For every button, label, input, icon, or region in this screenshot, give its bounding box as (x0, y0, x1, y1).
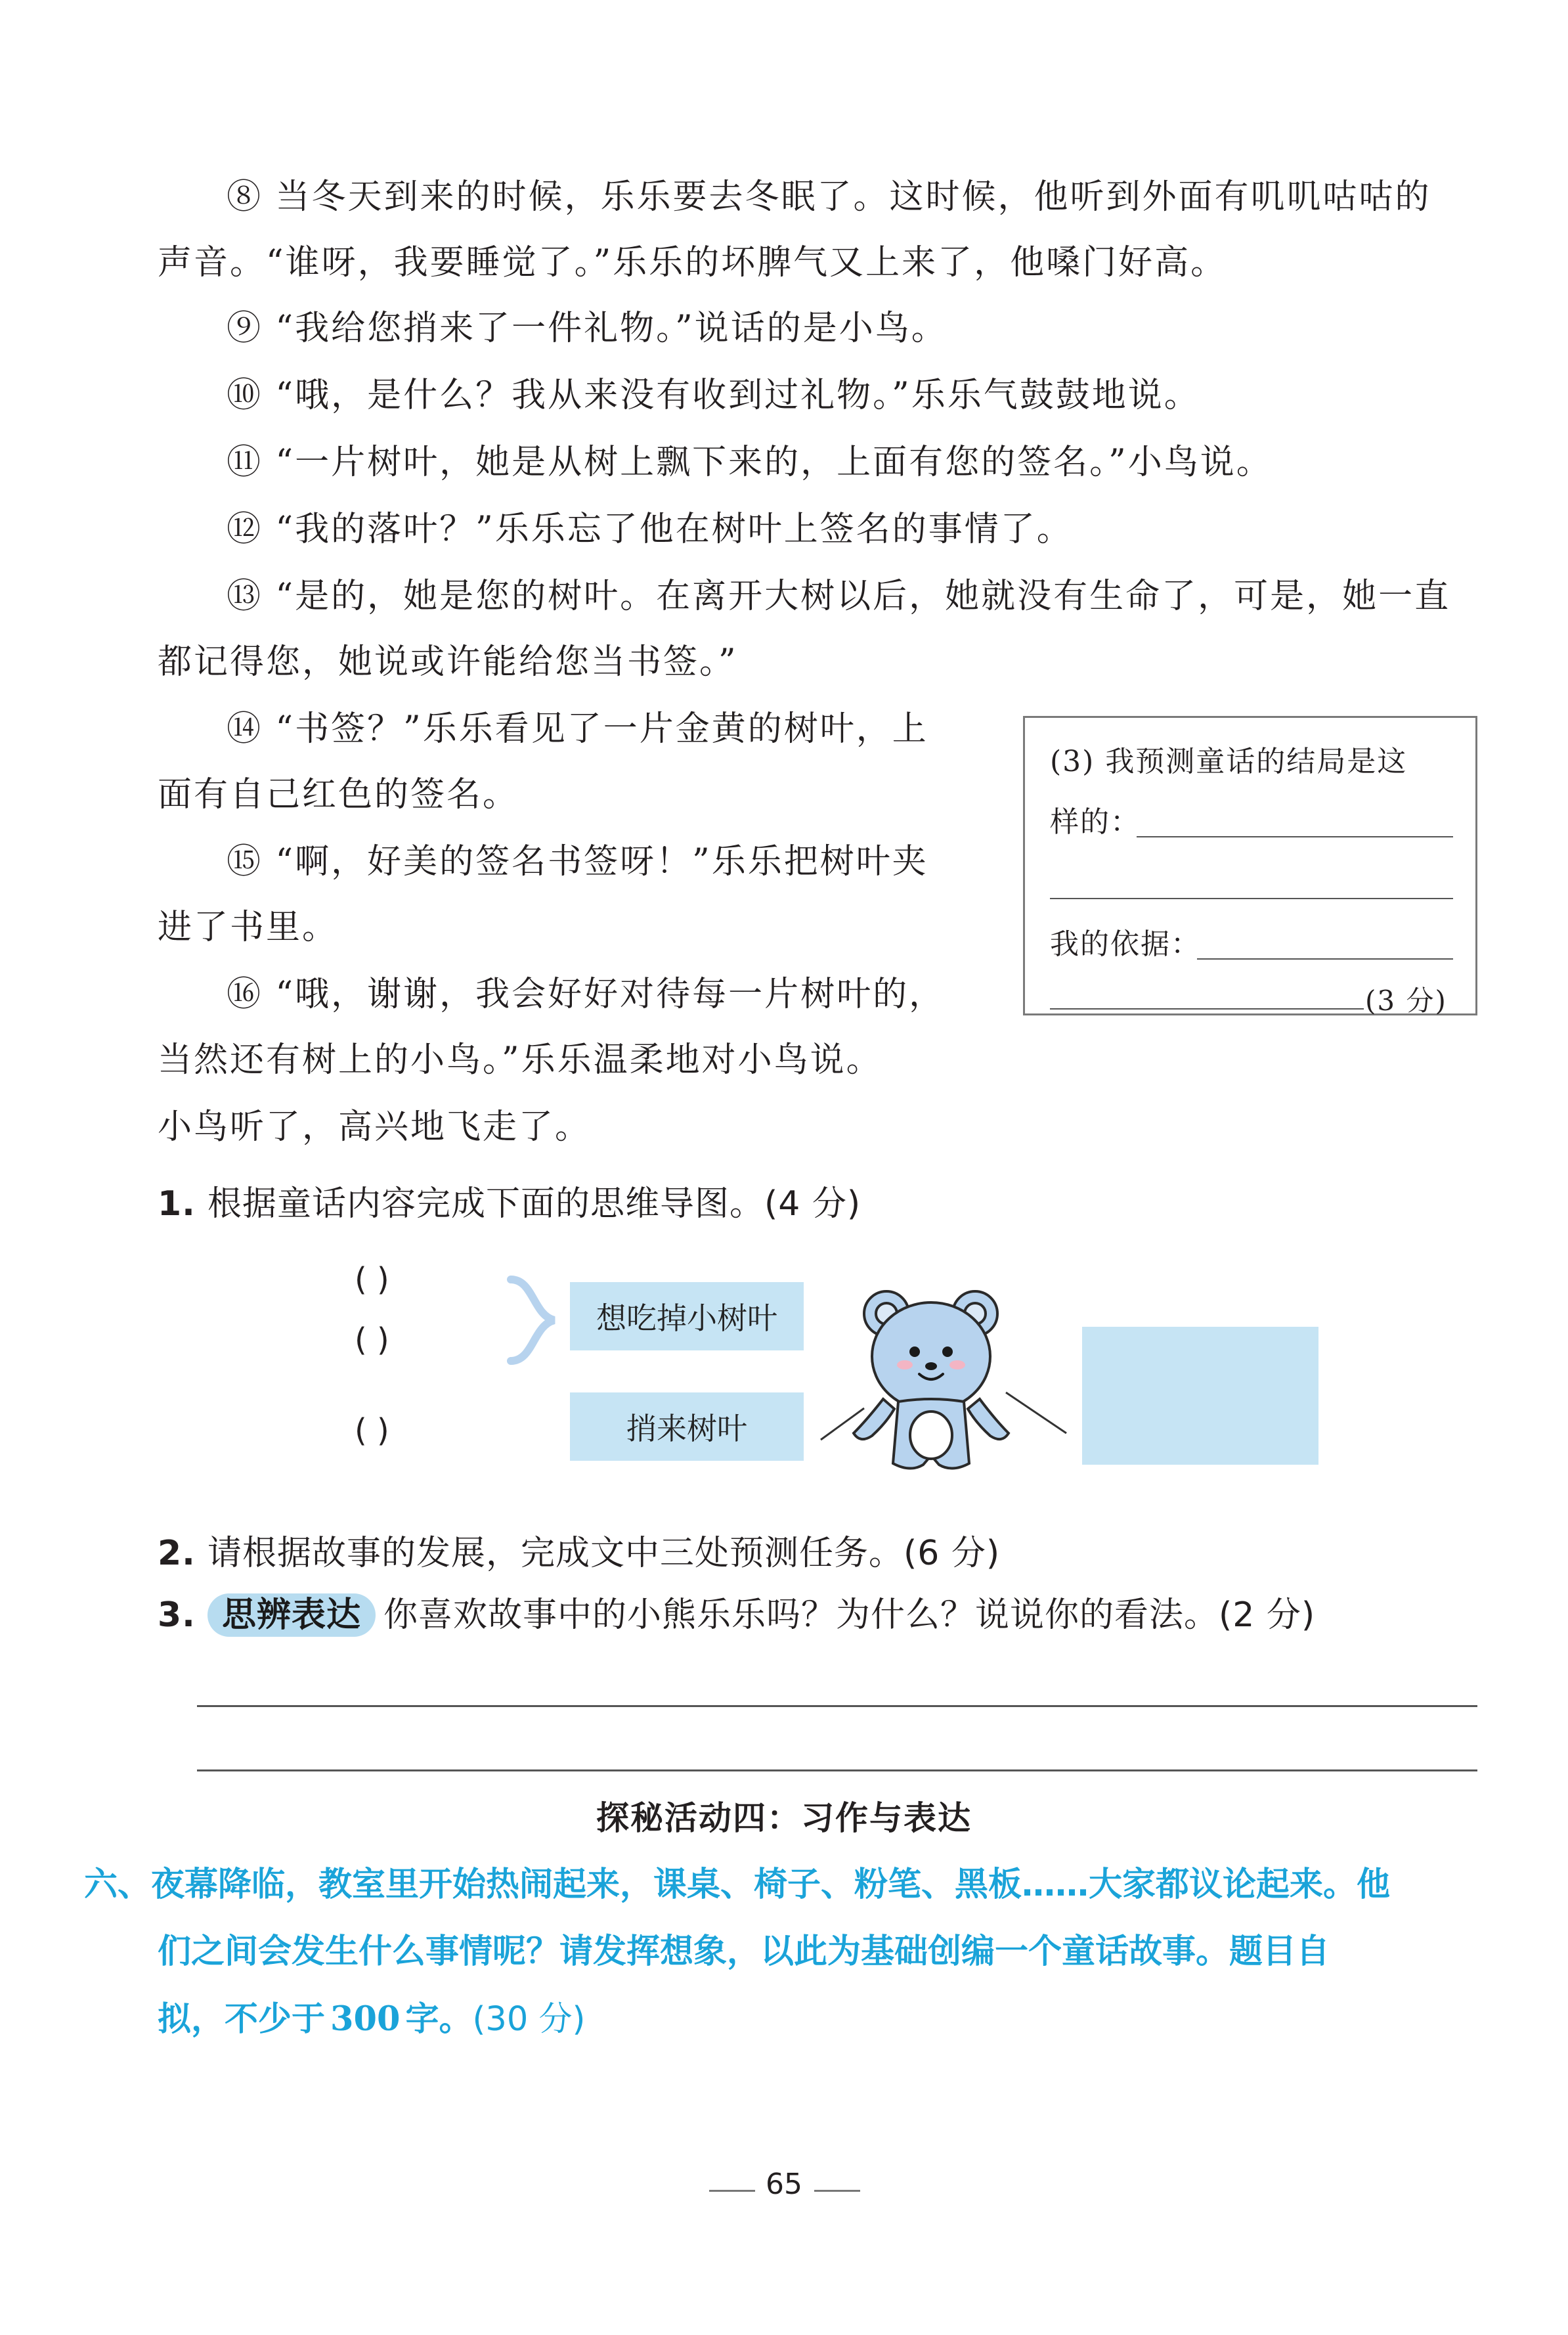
writing-task-score: (30 分) (472, 2000, 586, 2039)
passage-p8-line2: 声音。“谁呀，我要睡觉了。”乐乐的坏脾气又上来了，他嗓门好高。 (158, 243, 1227, 282)
answer-line-1[interactable] (197, 1705, 1477, 1707)
writing-task-line-3-b: 字。 (405, 2000, 473, 2039)
prediction-prompt-cont: 样的： (1050, 805, 1141, 839)
section-title: 探秘活动四：习作与表达 (596, 1799, 972, 1837)
passage-p11: ⑪ “一片树叶，她是从树上飘下来的，上面有您的签名。”小鸟说。 (227, 443, 1273, 482)
writing-task-line-3 (158, 1986, 585, 2053)
mindmap-node-eat-leaf: 想吃掉小树叶 (570, 1282, 804, 1350)
mindmap-blank-1[interactable]: ( ) (355, 1261, 389, 1298)
question-1 (158, 1176, 861, 1225)
question-2 (158, 1525, 1000, 1574)
prediction-basis-line[interactable] (1197, 958, 1453, 960)
prediction-answer-line-2[interactable] (1050, 898, 1453, 899)
prediction-answer-line-1[interactable] (1137, 836, 1453, 837)
bear-left-cheek (897, 1360, 913, 1369)
prediction-score: (3 分) (1365, 985, 1447, 1017)
page-number: 65 (766, 2168, 802, 2201)
brace-icon (499, 1274, 571, 1366)
mindmap-node-bring-leaf: 捎来树叶 (570, 1392, 804, 1461)
passage-p13-line2: 都记得您，她说或许能给您当书签。” (158, 642, 738, 682)
question-1-number: 1. (158, 1184, 196, 1224)
footer-dash-left (709, 2190, 755, 2192)
question-1-text: 根据童话内容完成下面的思维导图。(4 分) (207, 1184, 861, 1224)
prediction-box (1023, 716, 1477, 1015)
question-3-text: 你喜欢故事中的小熊乐乐吗？为什么？说说你的看法。(2 分) (383, 1595, 1316, 1635)
passage-p14-line2: 面有自己红色的签名。 (158, 775, 519, 814)
writing-task-line-1: 六、夜幕降临，教室里开始热闹起来，课桌、椅子、粉笔、黑板……大家都议论起来。他 (84, 1865, 1391, 1904)
passage-p12: ⑫ “我的落叶？”乐乐忘了他在树叶上签名的事情了。 (227, 510, 1073, 549)
critical-thinking-tag: 思辨表达 (207, 1593, 376, 1637)
passage-p16-line2: 当然还有树上的小鸟。”乐乐温柔地对小鸟说。 (158, 1040, 882, 1080)
prediction-prompt: (3) 我预测童话的结局是这 (1050, 745, 1408, 778)
passage-p15-line2: 进了书里。 (158, 908, 339, 947)
question-2-text: 请根据故事的发展，完成文中三处预测任务。(6 分) (207, 1534, 1001, 1573)
bear-right-cheek (949, 1360, 965, 1369)
passage-p16-line3: 小鸟听了，高兴地飞走了。 (158, 1107, 592, 1147)
passage-p15-line1: ⑮ “啊，好美的签名书签呀！”乐乐把树叶夹 (227, 842, 928, 881)
passage-p16-line1: ⑯ “哦，谢谢，我会好好对待每一片树叶的， (227, 975, 946, 1014)
connector-line-right (1006, 1392, 1066, 1433)
word-count: 300 (330, 1999, 401, 2039)
mindmap-answer-box[interactable] (1082, 1327, 1318, 1465)
mindmap-blank-3[interactable]: ( ) (355, 1412, 389, 1449)
bear-nose (925, 1362, 937, 1370)
writing-task-line-3-a: 拟，不少于 (158, 2000, 326, 2039)
question-3-number: 3. (158, 1595, 196, 1635)
answer-line-2[interactable] (197, 1769, 1477, 1771)
bear-right-eye (942, 1346, 953, 1357)
passage-p8-line1: ⑧ 当冬天到来的时候，乐乐要去冬眠了。这时候，他听到外面有叽叽咕咕的 (227, 177, 1431, 217)
question-3 (158, 1587, 1315, 1637)
writing-task-line-2: 们之间会发生什么事情呢？请发挥想象，以此为基础创编一个童话故事。题目自 (158, 1932, 1330, 1971)
question-2-number: 2. (158, 1534, 196, 1573)
prediction-basis-line-2[interactable] (1050, 1008, 1364, 1010)
prediction-basis-label: 我的依据： (1050, 927, 1201, 961)
passage-p14-line1: ⑭ “书签？”乐乐看见了一片金黄的树叶，上 (227, 709, 928, 749)
passage-p9: ⑨ “我给您捎来了一件礼物。”说话的是小鸟。 (227, 309, 947, 348)
bear-left-eye (909, 1346, 920, 1357)
passage-p10: ⑩ “哦，是什么？我从来没有收到过礼物。”乐乐气鼓鼓地说。 (227, 376, 1200, 415)
passage-p13-line1: ⑬ “是的，她是您的树叶。在离开大树以后，她就没有生命了，可是，她一直 (227, 577, 1451, 616)
footer-dash-right (814, 2190, 860, 2192)
mindmap-blank-2[interactable]: ( ) (355, 1322, 389, 1358)
